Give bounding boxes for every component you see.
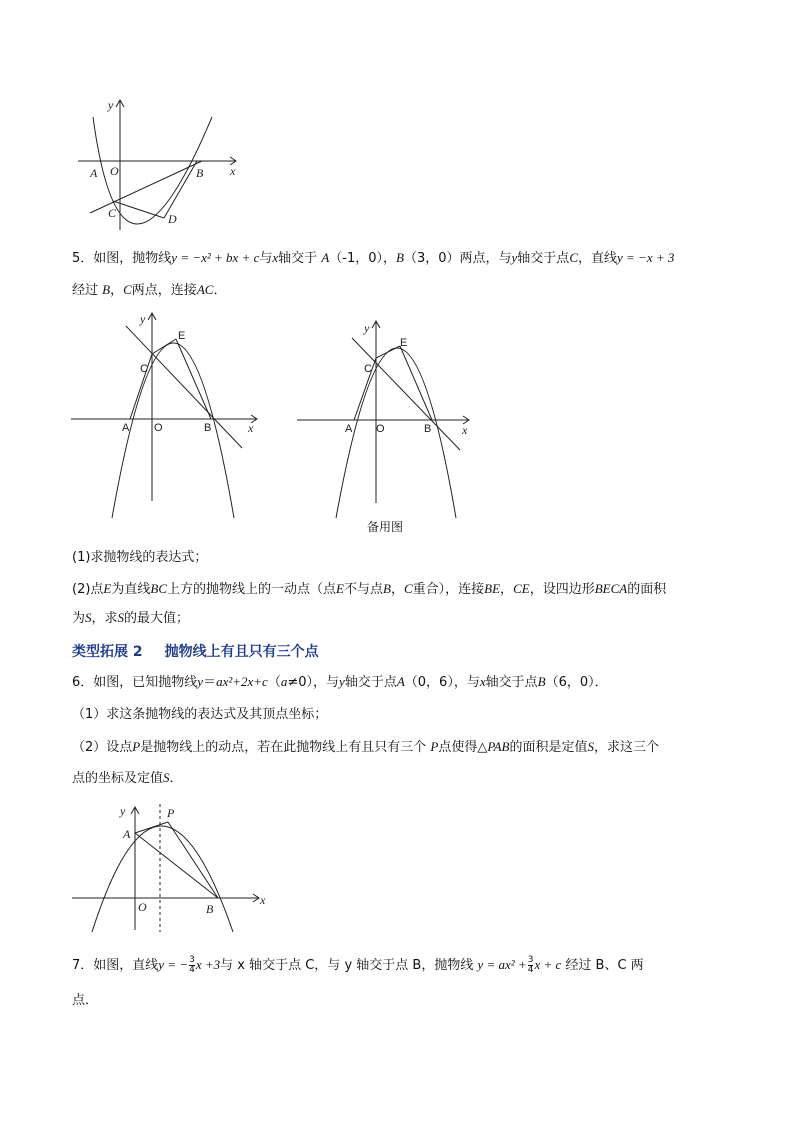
label-b: B xyxy=(204,422,212,434)
line-bc xyxy=(352,338,460,450)
figure-problem5-main xyxy=(68,308,268,528)
label-o: O xyxy=(138,900,147,914)
segment-eb xyxy=(176,339,211,419)
section-subtitle: 抛物线上有且只有三个点 xyxy=(164,644,319,660)
problem6-q2-line2: 点的坐标及定值S． xyxy=(72,770,183,786)
label-y: y xyxy=(140,312,146,326)
problem5-q2-line2: 为S，求S的最大值； xyxy=(72,610,190,626)
section-title: 类型拓展 2 xyxy=(72,644,143,660)
parabola-curve xyxy=(112,343,234,518)
segment-db xyxy=(164,161,197,218)
problem7-line1: 7．如图，直线y = − $\frac{3}{4}$ x +3与 x 轴交于点 C，与 y 轴交于点 B，抛物线 y = ax² + $\frac{3}{4}$ x + c 经过 B、C 两 xyxy=(72,955,644,975)
problem5-line2: 经过 B，C两点，连接AC． xyxy=(72,282,227,298)
label-a: A xyxy=(345,423,353,435)
problem5-q2-line1: (2)点E为直线BC上方的抛物线上的一动点（点E不与点B，C重合），连接BE，CE，设四边形BECA的面积 xyxy=(72,581,667,597)
segment-eb xyxy=(400,346,432,420)
problem7-line2: 点． xyxy=(72,993,99,1008)
label-x: x xyxy=(462,423,468,437)
label-b: B xyxy=(424,423,432,435)
label-e: E xyxy=(400,337,408,349)
label-c: C xyxy=(364,363,372,375)
segment-pb xyxy=(168,822,218,898)
parabola-curve xyxy=(92,826,233,932)
problem5-q1: (1)求抛物线的表达式； xyxy=(72,550,208,565)
fraction-3-4-b: $\frac{3}{4}$ xyxy=(527,955,534,975)
problem5-line1: 5．如图，抛物线y = −x² + bx + c与x轴交于 A（-1，0），B（3，0）两点，与y轴交于点C，直线y = −x + 3 xyxy=(72,250,675,266)
label-c: C xyxy=(140,363,148,375)
figure-problem6-graph xyxy=(70,800,280,935)
line-bc xyxy=(126,326,242,448)
label-b: B xyxy=(196,166,204,180)
segment-ce xyxy=(152,339,176,354)
figure-problem4-graph xyxy=(70,95,250,235)
graph-3 xyxy=(294,318,494,528)
segment-cd xyxy=(113,201,164,218)
label-d: D xyxy=(168,212,177,226)
parabola-curve xyxy=(336,348,456,518)
label-x: x xyxy=(248,421,254,435)
label-y: y xyxy=(364,321,370,335)
label-o: O xyxy=(154,422,163,434)
section-heading xyxy=(72,641,319,661)
graph-2 xyxy=(68,308,268,528)
label-x: x xyxy=(230,164,236,178)
problem6-q1: （1）求这条抛物线的表达式及其顶点坐标； xyxy=(72,707,328,722)
line-cb-extended xyxy=(90,161,202,213)
label-a: A xyxy=(123,827,131,841)
figure-problem5-spare xyxy=(294,318,494,528)
spare-figure-caption: 备用图 xyxy=(367,520,404,534)
segment-ap xyxy=(135,822,168,833)
graph-4 xyxy=(70,800,280,935)
label-a: A xyxy=(122,422,130,434)
graph-1 xyxy=(70,95,250,235)
label-x: x xyxy=(260,893,266,907)
label-o: O xyxy=(376,423,385,435)
label-c: C xyxy=(108,206,117,220)
label-e: E xyxy=(178,330,186,342)
segment-ab xyxy=(135,833,218,898)
label-o: O xyxy=(110,164,119,178)
label-y: y xyxy=(120,804,126,818)
label-y: y xyxy=(108,98,114,112)
label-p: P xyxy=(167,806,175,820)
label-a: A xyxy=(90,166,98,180)
problem6-line1: 6．如图，已知抛物线y＝ax²+2x+c（a≠0），与y轴交于点A（0，6），与x轴交于点B（6，0）． xyxy=(72,674,608,690)
segment-ce xyxy=(376,346,400,358)
fraction-3-4-a: $\frac{3}{4}$ xyxy=(189,955,195,975)
problem6-q2-line1: （2）设点P是抛物线上的动点，若在此抛物线上有且只有三个 P点使得△PAB的面积是定值S，求这三个 xyxy=(72,739,660,755)
label-b: B xyxy=(206,902,214,916)
